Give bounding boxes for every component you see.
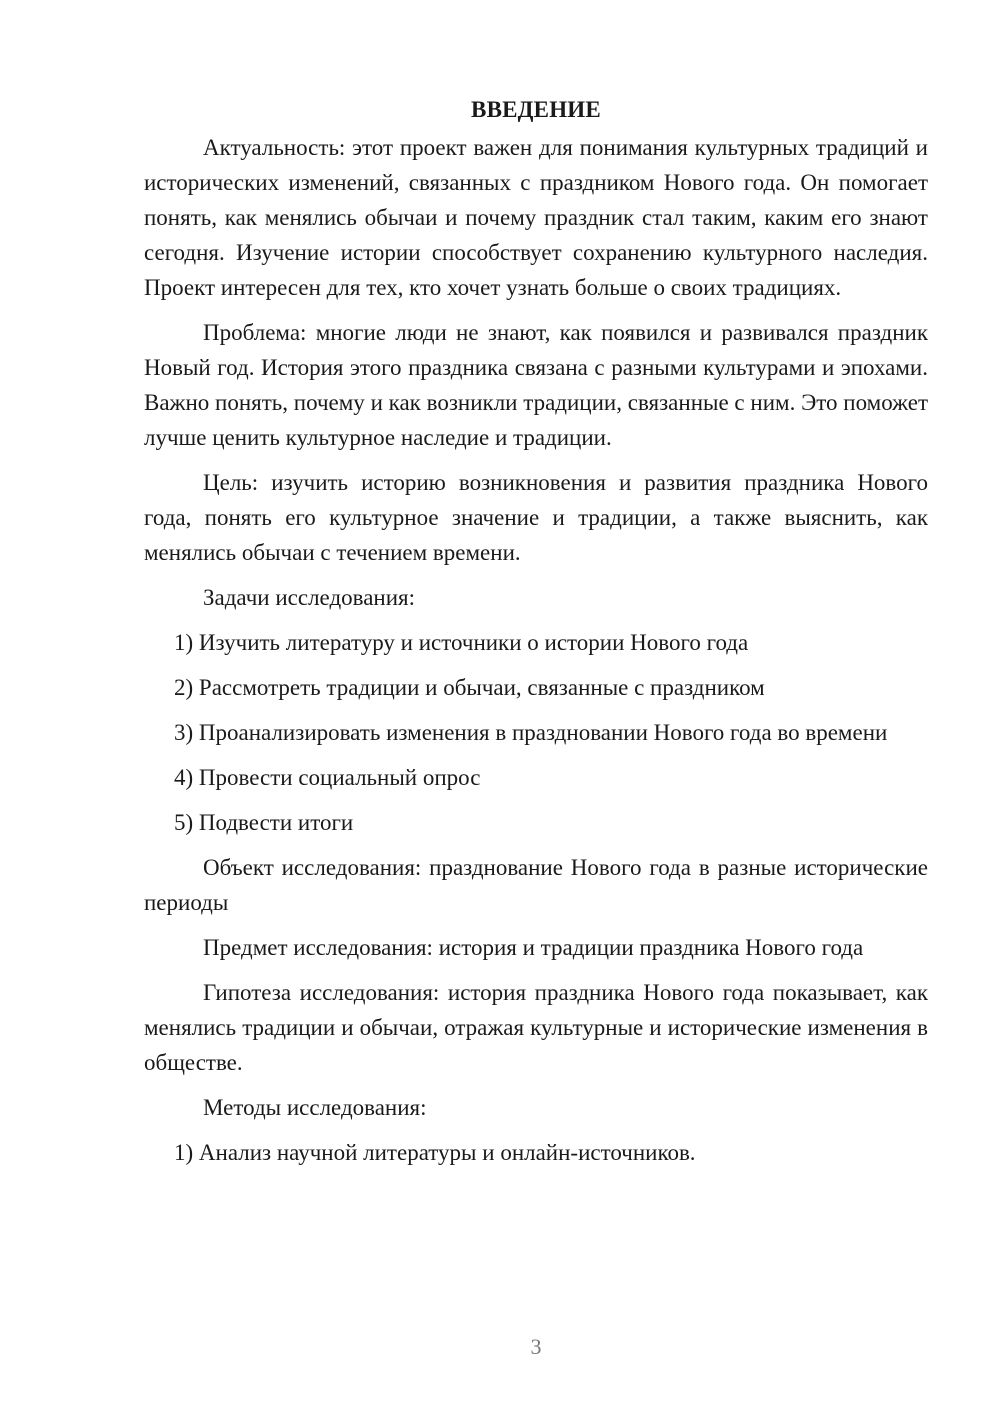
methods-heading: Методы исследования:	[203, 1095, 427, 1120]
section-title: ВВЕДЕНИЕ	[471, 97, 601, 122]
goal-paragraph: Цель: изучить историю возникновения и развития праздника Нового года, понять его культурное значение и традиции, а также выяснить, как менялись обычаи с течением времени.	[144, 470, 928, 565]
task-item-4: 4) Провести социальный опрос	[174, 765, 481, 790]
hypothesis-paragraph: Гипотеза исследования: история праздника Нового года показывает, как менялись традиции и обычаи, отражая культурные и исторические изменения в обществе.	[144, 980, 928, 1075]
document-body	[144, 92, 928, 1170]
page-number: 3	[530, 1334, 542, 1359]
relevance-paragraph: Актуальность: этот проект важен для понимания культурных традиций и исторических изменений, связанных с праздником Нового года. Он помогает понять, как менялись обычаи и почему праздник стал таким, каким его знают сегодня. Изучение истории способствует сохранению культурного наследия. Проект интересен для тех, кто хочет узнать больше о своих традициях.	[144, 135, 928, 300]
task-item-1: 1) Изучить литературу и источники о истории Нового года	[174, 630, 749, 655]
problem-paragraph: Проблема: многие люди не знают, как появился и развивался праздник Новый год. История этого праздника связана с разными культурами и эпохами. Важно понять, почему и как возникли традиции, связанные с ним. Это поможет лучше ценить культурное наследие и традиции.	[144, 320, 928, 450]
task-item-3: 3) Проанализировать изменения в праздновании Нового года во времени	[174, 720, 888, 745]
object-paragraph: Объект исследования: празднование Нового года в разные исторические периоды	[144, 855, 928, 915]
tasks-heading: Задачи исследования:	[203, 585, 416, 610]
subject-paragraph: Предмет исследования: история и традиции праздника Нового года	[203, 935, 864, 960]
task-item-2: 2) Рассмотреть традиции и обычаи, связанные с праздником	[174, 675, 765, 700]
method-item-1: 1) Анализ научной литературы и онлайн-источников.	[174, 1140, 696, 1165]
task-item-5: 5) Подвести итоги	[174, 810, 354, 835]
